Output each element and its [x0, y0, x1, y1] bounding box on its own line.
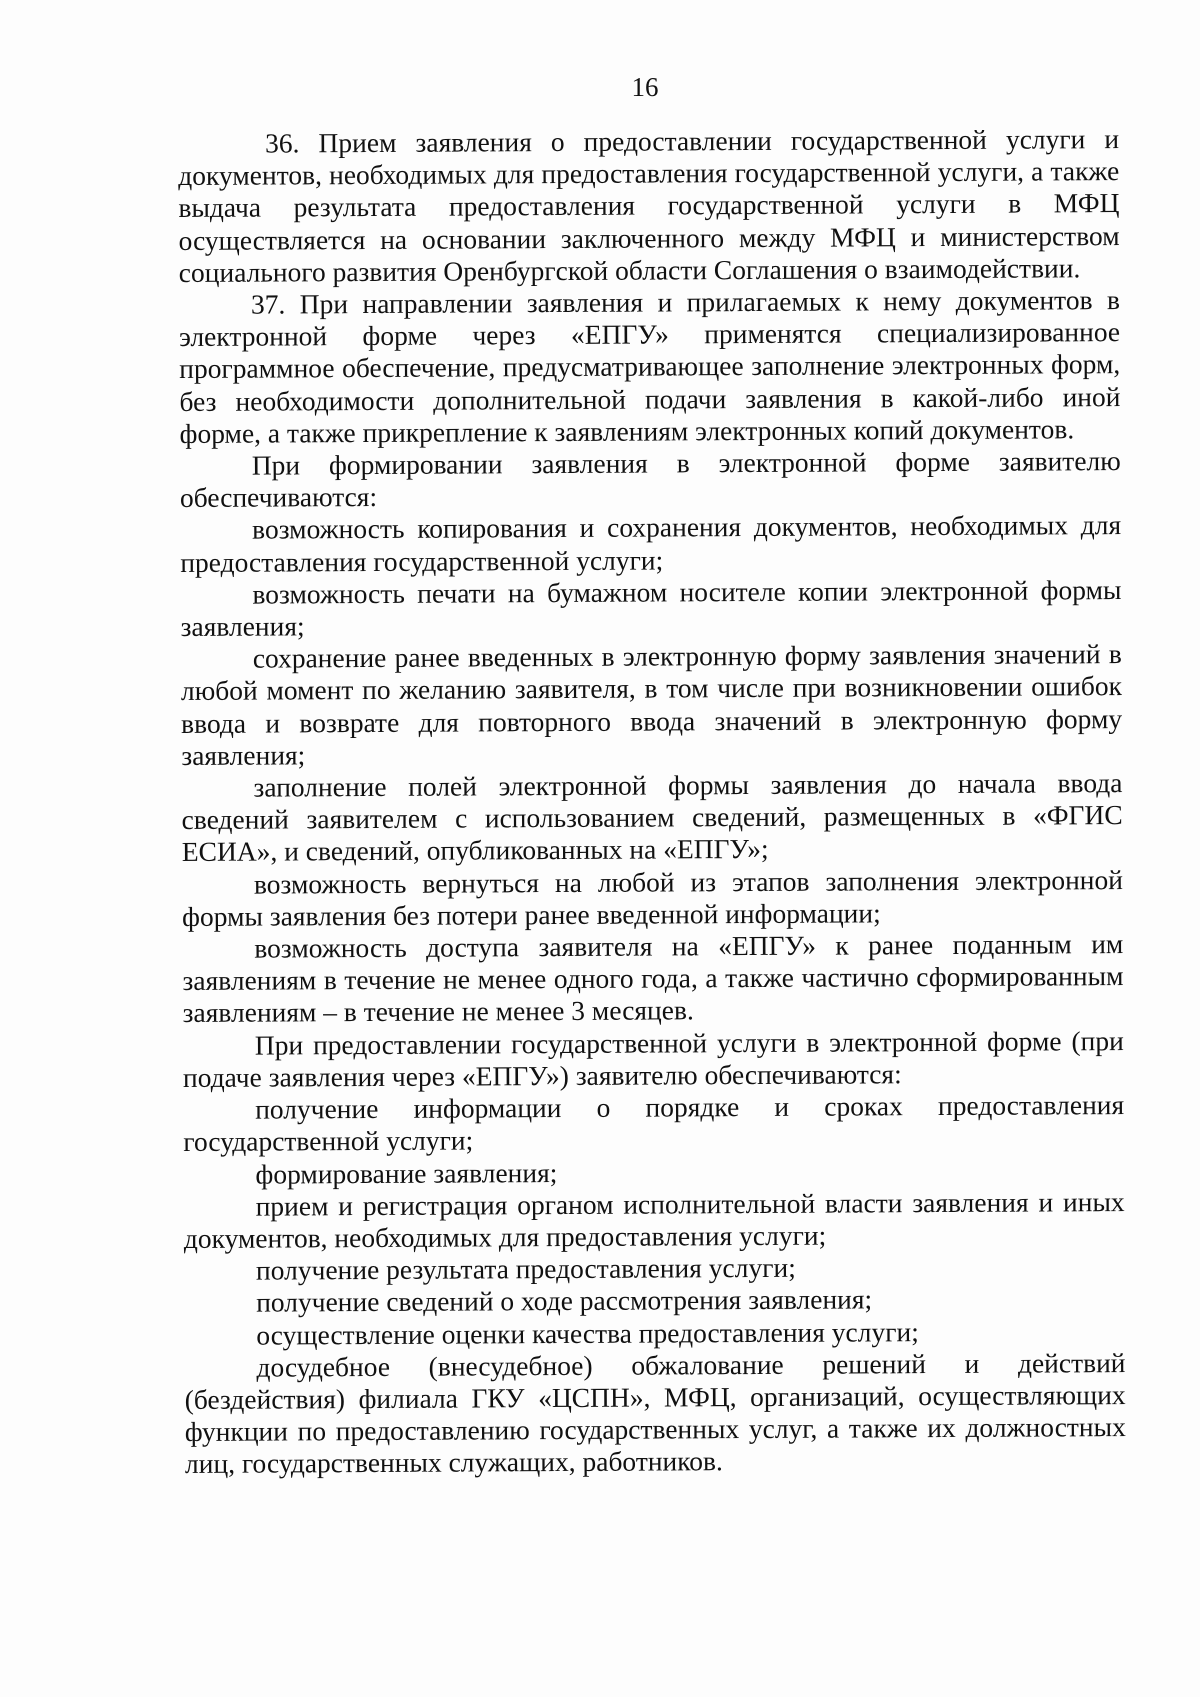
- paragraph-36: 36. Прием заявления о предоставлении государственной услуги и документов, необходимых для предоставления государственной услуги, а также выдача результата предоставления государственной услуги в МФЦ осуществляется на основании заключенного между МФЦ и министерством социального развития Оренбургской области Соглашения о взаимодействии.: [178, 123, 1120, 288]
- list-item: получение результата предоставления услуги;: [255, 1251, 796, 1286]
- list-item: прием и регистрация органом исполнительной власти заявления и иных документов, необходимых для предоставления услуги;: [183, 1185, 1125, 1254]
- list-item: сохранение ранее введенных в электронную форму заявления значений в любой момент по желанию заявителя, в том числе при возникновении ошибок ввода и возврате для повторного ввода значений в электронную форму заявления;: [180, 638, 1123, 771]
- paragraph: При предоставлении государственной услуги в электронной форме (при подаче заявления через «ЕПГУ») заявителю обеспечиваются:: [182, 1024, 1124, 1093]
- list-item: возможность печати на бумажном носителе копии электронной формы заявления;: [180, 573, 1122, 643]
- list-item: осуществление оценки качества предоставления услуги;: [256, 1315, 919, 1351]
- list-item: получение информации о порядке и сроках предоставления государственной услуги;: [183, 1089, 1125, 1158]
- list-item: возможность доступа заявителя на «ЕПГУ» к ранее поданным им заявлениям в течение не менее одного года, а также частично сформированным заявлениям – в течение не менее 3 месяцев.: [182, 928, 1124, 1029]
- document-body: [178, 123, 1126, 1480]
- list-item: возможность копирования и сохранения документов, необходимых для предоставления государственной услуги;: [180, 509, 1122, 578]
- list-item: досудебное (внесудебное) обжалование решений и действий (бездействия) филиала ГКУ «ЦСПН», МФЦ, организаций, осуществляющих функции по предоставлению государственных услуг, а также их должностных лиц, государственных служащих, работников.: [184, 1346, 1126, 1480]
- list-item: заполнение полей электронной формы заявления до начала ввода сведений заявителем с использованием сведений, размещенных в «ФГИС ЕСИА», и сведений, опубликованных на «ЕПГУ»;: [181, 767, 1123, 868]
- list-item: формирование заявления;: [255, 1156, 558, 1190]
- paragraph: При формировании заявления в электронной форме заявителю обеспечиваются:: [179, 445, 1121, 514]
- list-item: получение сведений о ходе рассмотрения заявления;: [256, 1283, 873, 1318]
- list-item: возможность вернуться на любой из этапов заполнения электронной формы заявления без потери ранее введенной информации;: [182, 863, 1124, 932]
- page-number: 16: [631, 72, 659, 102]
- paragraph-37: 37. При направлении заявления и прилагаемых к нему документов в электронной форме через «ЕПГУ» применятся специализированное программное обеспечение, предусматривающее заполнение электронных форм, без необходимости дополнительной подачи заявления в какой-либо иной форме, а также прикрепление к заявлениям электронных копий документов.: [179, 284, 1121, 449]
